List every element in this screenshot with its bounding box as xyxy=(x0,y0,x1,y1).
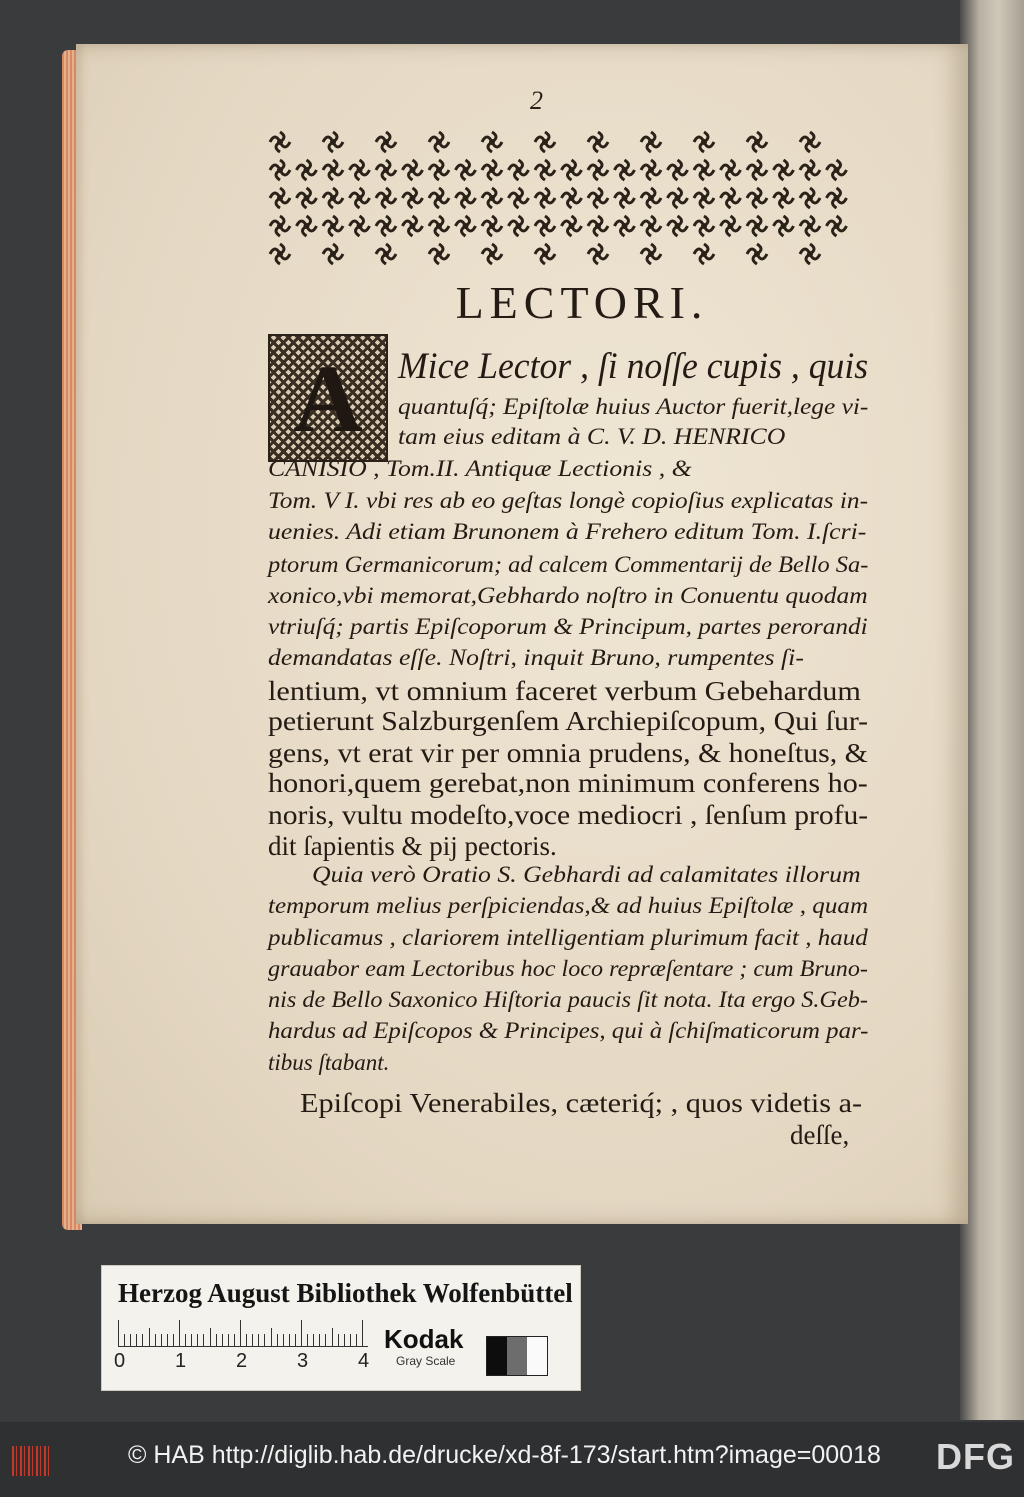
black-patch xyxy=(487,1337,507,1375)
ruler-tick xyxy=(271,1328,272,1346)
text-line: Epiſcopi Venerabiles, cæteriq́; , quos videtis a- xyxy=(300,1088,863,1118)
ruler-tick xyxy=(313,1334,314,1346)
ornament-dot xyxy=(330,195,336,201)
ornament-dot xyxy=(807,251,813,257)
ornament-dot xyxy=(542,251,548,257)
ruler-tick xyxy=(216,1334,217,1346)
gray-patch xyxy=(507,1337,527,1375)
ruler-tick xyxy=(124,1334,125,1346)
ornament-dot xyxy=(701,167,707,173)
ruler-tick xyxy=(283,1334,284,1346)
initial-letter: A xyxy=(293,344,363,452)
text-line: lentium, vt omnium faceret verbum Gebehardum xyxy=(268,676,861,706)
ruler-number: 2 xyxy=(236,1350,248,1372)
ruler-tick xyxy=(161,1334,162,1346)
ruler-tick xyxy=(203,1334,204,1346)
ruler-tick xyxy=(155,1334,156,1346)
page-number: 2 xyxy=(530,86,543,115)
ornament-dot xyxy=(542,195,548,201)
ornament-dot xyxy=(542,167,548,173)
ornament-dot xyxy=(701,251,707,257)
ornament-dot xyxy=(463,195,469,201)
ruler-tick xyxy=(332,1328,333,1346)
white-patch xyxy=(527,1337,547,1375)
ornament-dot xyxy=(330,167,336,173)
ruler-tick xyxy=(258,1334,259,1346)
text-line: temporum melius perſpiciendas,& ad huius Epiſtolæ , quam xyxy=(268,893,869,918)
ornamental-headpiece xyxy=(266,126,868,272)
ruler-tick xyxy=(185,1334,186,1346)
ornament-dot xyxy=(489,139,495,145)
ornament-dot xyxy=(383,167,389,173)
ornament-dot xyxy=(834,195,840,201)
ornament-dot xyxy=(728,167,734,173)
ornament-dot xyxy=(436,251,442,257)
ornament-dot xyxy=(516,223,522,229)
ornament-dot xyxy=(807,139,813,145)
ornament-dot xyxy=(330,139,336,145)
gray-scale-label: Gray Scale xyxy=(396,1354,456,1368)
ruler-tick xyxy=(118,1320,119,1346)
ornament-dot xyxy=(383,195,389,201)
text-line: noris, vultu modeſto,voce mediocri , ſenſum profu- xyxy=(268,800,869,830)
ornament-dot xyxy=(834,223,840,229)
ornament-dot xyxy=(489,223,495,229)
ornament-dot xyxy=(754,167,760,173)
ruler-tick xyxy=(234,1334,235,1346)
ornament-dot xyxy=(569,223,575,229)
ruler-tick xyxy=(240,1320,241,1346)
ruler-tick xyxy=(264,1334,265,1346)
ornament-dot xyxy=(463,167,469,173)
ornament-dot xyxy=(436,195,442,201)
ornament-dot xyxy=(357,195,363,201)
ruler-tick xyxy=(295,1334,296,1346)
ornament-dot xyxy=(834,167,840,173)
ornament-dot xyxy=(436,223,442,229)
ornament-dot xyxy=(754,251,760,257)
ornament-dot xyxy=(701,223,707,229)
facing-page-edge xyxy=(960,0,1024,1420)
ruler-tick xyxy=(319,1334,320,1346)
ruler-tick xyxy=(252,1334,253,1346)
ornament-dot xyxy=(277,139,283,145)
ruler-tick xyxy=(301,1320,302,1346)
ruler-tick xyxy=(210,1328,211,1346)
ornament-dot xyxy=(277,251,283,257)
ornament-dot xyxy=(436,139,442,145)
ornament-dot xyxy=(569,167,575,173)
ornament-dot xyxy=(489,195,495,201)
text-line: hardus ad Epiſcopos & Principes, qui à ſchiſmaticorum par- xyxy=(268,1018,869,1043)
ruler-tick xyxy=(246,1334,247,1346)
ruler-number: 3 xyxy=(297,1350,309,1372)
ruler-tick xyxy=(191,1334,192,1346)
text-line: publicamus , clariorem intelligentiam plurimum facit , haud xyxy=(268,925,868,950)
ornament-dot xyxy=(675,223,681,229)
ornament-dot xyxy=(595,251,601,257)
ornament-dot xyxy=(304,195,310,201)
ornament-dot xyxy=(622,167,628,173)
text-line: quantuſq́; Epiſtolæ huius Auctor fuerit,lege vi- xyxy=(398,394,869,419)
ornament-dot xyxy=(463,223,469,229)
ornament-dot xyxy=(648,195,654,201)
ruler-tick xyxy=(325,1334,326,1346)
text-line: Tom. V I. vbi res ab eo geſtas longè copioſius explicatas in- xyxy=(268,488,869,513)
ornament-dot xyxy=(489,251,495,257)
ornament-dot xyxy=(648,223,654,229)
text-line: CANISIO , Tom.II. Antiquæ Lectionis , & xyxy=(268,456,692,481)
ornament-dot xyxy=(728,195,734,201)
text-line: uenies. Adi etiam Brunonem à Frehero editum Tom. I.ſcri- xyxy=(268,519,867,544)
text-line: demandatas eſſe. Noſtri, inquit Bruno, rumpentes ſi- xyxy=(268,645,804,670)
ornament-dot xyxy=(754,195,760,201)
ruler-tick xyxy=(130,1334,131,1346)
ornament-dot xyxy=(595,223,601,229)
ornament-dot xyxy=(304,223,310,229)
ruler-tick xyxy=(228,1334,229,1346)
barcode-icon xyxy=(12,1446,52,1476)
text-line: xonico,vbi memorat,Gebhardo noſtro in Conuentu quodam xyxy=(268,583,868,608)
ornament-dot xyxy=(330,223,336,229)
ornament-dot xyxy=(410,167,416,173)
page-heading: LECTORI. xyxy=(455,277,709,328)
ruler-number: 1 xyxy=(175,1350,187,1372)
ruler-tick xyxy=(197,1334,198,1346)
ornament-dot xyxy=(277,167,283,173)
ornament-dot xyxy=(304,167,310,173)
text-line: ptorum Germanicorum; ad calcem Commentarij de Bello Sa- xyxy=(268,552,869,577)
ornament-dot xyxy=(516,167,522,173)
text-line: grauabor eam Lectoribus hoc loco repræſentare ; cum Bruno- xyxy=(268,956,868,981)
ornament-dot xyxy=(595,167,601,173)
ornament-dot xyxy=(516,195,522,201)
ruler-tick xyxy=(350,1334,351,1346)
ornament-dot xyxy=(648,139,654,145)
ruler-tick xyxy=(289,1334,290,1346)
library-name: Herzog August Bibliothek Wolfenbüttel xyxy=(118,1278,573,1308)
ornament-dot xyxy=(542,139,548,145)
ornament-dot xyxy=(383,223,389,229)
ruler-tick xyxy=(356,1334,357,1346)
ruler-tick xyxy=(277,1334,278,1346)
ruler-number: 0 xyxy=(114,1350,126,1372)
color-target-card xyxy=(101,1265,581,1391)
ruler-tick xyxy=(136,1334,137,1346)
ornament-dot xyxy=(489,167,495,173)
ornament-dot xyxy=(781,195,787,201)
ornament-dot xyxy=(383,139,389,145)
ornament-dot xyxy=(277,223,283,229)
text-line: vtriuſq́; partis Epiſcoporum & Principum, partes perorandi xyxy=(268,614,868,639)
ornament-dot xyxy=(807,167,813,173)
ruler-tick xyxy=(222,1334,223,1346)
ornament-dot xyxy=(410,223,416,229)
ruler-number: 4 xyxy=(358,1350,370,1372)
ruler-tick xyxy=(149,1328,150,1346)
ornament-dot xyxy=(595,195,601,201)
ornament-dot xyxy=(436,167,442,173)
ornament-dot xyxy=(675,167,681,173)
ornament-dot xyxy=(648,167,654,173)
text-line: Quia verò Oratio S. Gebhardi ad calamitates illorum xyxy=(312,862,861,887)
ornament-dot xyxy=(754,139,760,145)
dfg-logo: DFG xyxy=(936,1436,1015,1477)
ornament-dot xyxy=(595,139,601,145)
ruler-tick xyxy=(167,1334,168,1346)
ornament-dot xyxy=(357,167,363,173)
ornament-dot xyxy=(569,195,575,201)
ornament-dot xyxy=(807,195,813,201)
ornament-dot xyxy=(542,223,548,229)
ruler-tick xyxy=(179,1320,180,1346)
text-line: nis de Bello Saxonico Hiſtoria paucis ſit nota. Ita ergo S.Geb- xyxy=(268,987,868,1012)
text-line: tam eius editam à C. V. D. HENRICO xyxy=(398,424,786,449)
ruler-tick xyxy=(338,1334,339,1346)
decorated-initial xyxy=(268,334,388,462)
ornament-dot xyxy=(781,223,787,229)
text-line: tibus ſtabant. xyxy=(268,1050,390,1075)
ruler-scale xyxy=(118,1320,368,1347)
ornament-dot xyxy=(728,223,734,229)
ruler-tick xyxy=(344,1334,345,1346)
ornament-dot xyxy=(781,167,787,173)
gray-swatch xyxy=(486,1336,548,1376)
ornament-dot xyxy=(701,139,707,145)
ruler-tick xyxy=(142,1334,143,1346)
ornament-dot xyxy=(622,223,628,229)
ruler-tick xyxy=(362,1320,363,1346)
ruler-tick xyxy=(173,1334,174,1346)
ornament-dot xyxy=(330,251,336,257)
ornament-dot xyxy=(383,251,389,257)
text-line: deſſe, xyxy=(790,1120,850,1150)
text-line: Mice Lector , ſi noſſe cupis , quis xyxy=(398,346,869,387)
ornament-dot xyxy=(277,195,283,201)
ornament-dot xyxy=(807,223,813,229)
copyright-link[interactable]: © HAB http://diglib.hab.de/drucke/xd-8f-173/start.htm?image=00018 xyxy=(128,1441,881,1469)
text-line: dit ſapientis & pij pectoris. xyxy=(268,831,557,861)
kodak-logo: Kodak xyxy=(384,1324,464,1354)
text-line: gens, vt erat vir per omnia prudens, & honeſtus, & xyxy=(268,738,868,768)
text-line: petierunt Salzburgenſem Archiepiſcopum, Qui ſur- xyxy=(268,706,869,736)
ornament-dot xyxy=(675,195,681,201)
ornament-dot xyxy=(701,195,707,201)
ruler-tick xyxy=(307,1334,308,1346)
ornament-dot xyxy=(410,195,416,201)
text-line: honori,quem gerebat,non minimum conferens ho- xyxy=(268,768,868,798)
ornament-dot xyxy=(357,223,363,229)
ornament-dot xyxy=(622,195,628,201)
ornament-dot xyxy=(648,251,654,257)
ornament-dot xyxy=(754,223,760,229)
